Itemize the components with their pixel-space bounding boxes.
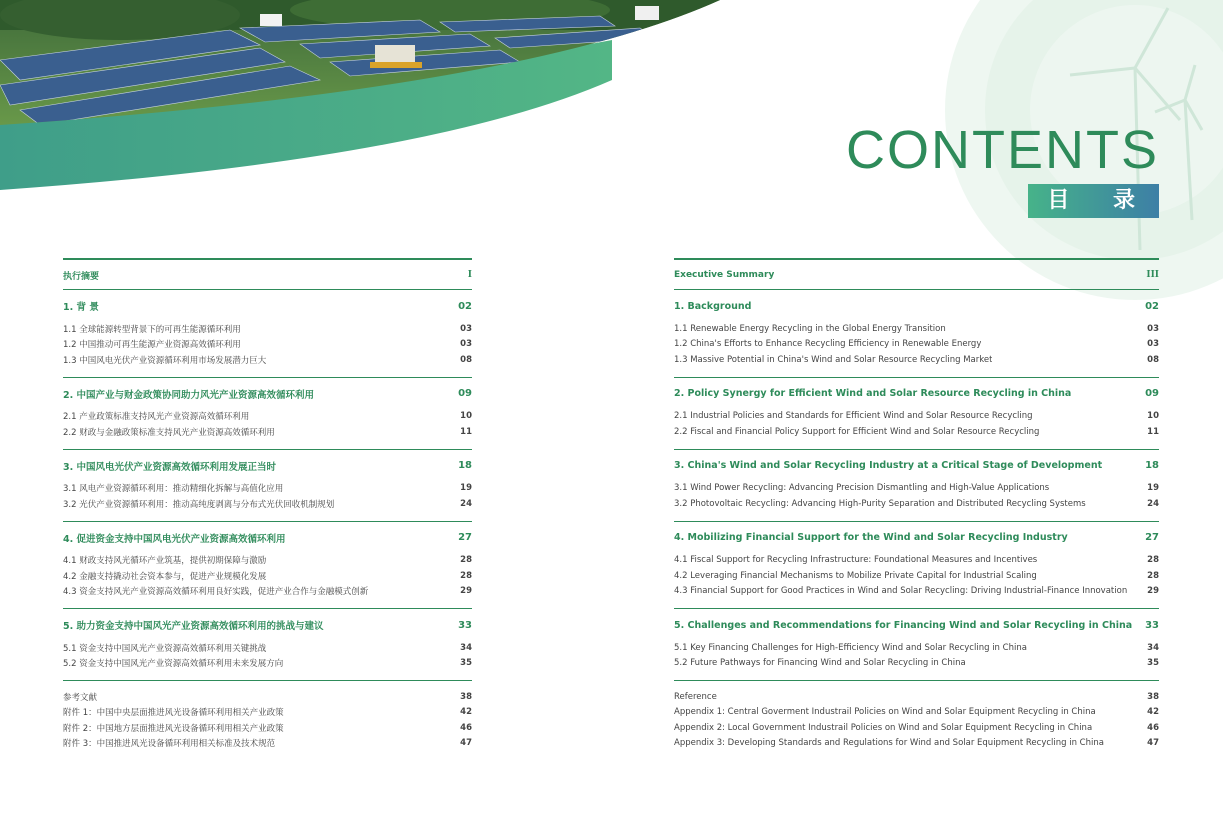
- toc-entry[interactable]: [674, 720, 1159, 736]
- toc-entry-label: 3.1 Wind Power Recycling: Advancing Precision Dismantling and High-Value Applications: [674, 483, 1050, 494]
- toc-heading-page: 18: [1145, 460, 1159, 471]
- toc-heading-label: 2. 中国产业与财金政策协同助力风光产业资源高效循环利用: [63, 389, 315, 401]
- toc-entry-label: Appendix 1: Central Goverment Industrail Policies on Wind and Solar Equipment Recycling in China: [674, 707, 1096, 718]
- toc-heading-page: 02: [458, 300, 472, 312]
- toc-entry-label: 1.1 全球能源转型背景下的可再生能源循环利用: [63, 324, 241, 335]
- toc-section-references: [63, 681, 472, 760]
- toc-entry-label: 1.1 Renewable Energy Recycling in the Global Energy Transition: [674, 323, 946, 334]
- toc-entry-page: 11: [1147, 426, 1159, 437]
- contents-subtitle-badge: 目 录: [1028, 184, 1159, 218]
- toc-entry[interactable]: [674, 321, 1159, 337]
- toc-entry-label: 5.2 资金支持中国风光产业资源高效循环利用未来发展方向: [63, 659, 284, 670]
- toc-section-2: [63, 378, 472, 450]
- toc-entry[interactable]: [63, 553, 472, 569]
- toc-section-4: [63, 522, 472, 610]
- toc-heading-label: 5. Challenges and Recommendations for Financing Wind and Solar Recycling in China: [674, 619, 1133, 631]
- toc-entry-label: 4.3 资金支持风光产业资源高效循环利用良好实践，促进产业合作与金融模式创新: [63, 587, 369, 598]
- toc-entry-label: 2.1 产业政策标准支持风光产业资源高效循环利用: [63, 412, 250, 423]
- toc-entry-label: Appendix 3: Developing Standards and Regulations for Wind and Solar Equipment Recycling in China: [674, 738, 1104, 749]
- toc-entry-page: 35: [460, 658, 472, 669]
- toc-entry-label: 4.2 金融支持撬动社会资本参与，促进产业规模化发展: [63, 571, 267, 582]
- toc-entry-page: 24: [460, 498, 472, 509]
- toc-section-heading[interactable]: [674, 529, 1159, 547]
- toc-entry[interactable]: [674, 656, 1159, 672]
- toc-entry-label: 3.2 Photovoltaic Recycling: Advancing High-Purity Separation and Distributed Recycling Systems: [674, 498, 1086, 509]
- toc-entry[interactable]: [63, 705, 472, 721]
- toc-entry[interactable]: [63, 720, 472, 736]
- toc-entry-page: 34: [1147, 642, 1159, 653]
- toc-entry-label: 4.2 Leveraging Financial Mechanisms to Mobilize Private Capital for Industrial Scaling: [674, 570, 1037, 581]
- toc-entry-page: 34: [460, 642, 472, 653]
- toc-entry-label: 1.2 中国推动可再生能源产业资源高效循环利用: [63, 340, 241, 351]
- toc-entry-label: 5.1 Key Financing Challenges for High-Efficiency Wind and Solar Recycling in China: [674, 642, 1027, 653]
- toc-entry[interactable]: [674, 424, 1159, 440]
- toc-heading-page: 09: [1145, 388, 1159, 399]
- toc-entry[interactable]: [674, 266, 1159, 284]
- toc-section-executive-summary: [63, 260, 472, 290]
- toc-entry[interactable]: [674, 689, 1159, 705]
- contents-title: CONTENTS: [846, 120, 1159, 180]
- toc-entry-label: 1.2 China's Efforts to Enhance Recycling Efficiency in Renewable Energy: [674, 339, 982, 350]
- toc-entry-page: 46: [460, 722, 472, 733]
- toc-entry[interactable]: [674, 409, 1159, 425]
- toc-section-heading[interactable]: [674, 616, 1159, 634]
- toc-entry-label: 5.2 Future Pathways for Financing Wind and Solar Recycling in China: [674, 658, 966, 669]
- toc-entry-page: 19: [1147, 483, 1159, 494]
- toc-section-heading[interactable]: [674, 385, 1159, 403]
- toc-entry-page: 11: [460, 426, 472, 437]
- toc-entry[interactable]: [63, 409, 472, 425]
- toc-section-heading[interactable]: [674, 297, 1159, 315]
- toc-heading-label: 1. Background: [674, 300, 752, 312]
- toc-entry-page: 29: [460, 586, 472, 597]
- toc-heading-page: 33: [458, 619, 472, 631]
- toc-heading-label: 4. 促进资金支持中国风电光伏产业资源高效循环利用: [63, 533, 286, 545]
- toc-section-references: [674, 681, 1159, 760]
- toc-entry-label: 参考文献: [63, 692, 98, 703]
- toc-entry-page: 46: [1147, 722, 1159, 733]
- toc-entry[interactable]: [63, 352, 472, 368]
- toc-entry[interactable]: [674, 496, 1159, 512]
- toc-entry[interactable]: [63, 640, 472, 656]
- toc-entry-label: 附件 2：中国地方层面推进风光设备循环利用相关产业政策: [63, 723, 284, 734]
- toc-section-heading[interactable]: [63, 529, 472, 547]
- toc-section-heading[interactable]: [63, 297, 472, 315]
- toc-entry-page: 38: [460, 691, 472, 702]
- toc-entry[interactable]: [674, 584, 1159, 600]
- toc-heading-label: 2. Policy Synergy for Efficient Wind and Solar Resource Recycling in China: [674, 388, 1072, 399]
- toc-entry-label: 1.3 中国风电光伏产业资源循环利用市场发展潜力巨大: [63, 355, 267, 366]
- toc-entry-label: 2.2 财政与金融政策标准支持风光产业资源高效循环利用: [63, 427, 275, 438]
- toc-entry-page: 47: [1147, 738, 1159, 749]
- toc-entry-label: 附件 3：中国推进风光设备循环利用相关标准及技术规范: [63, 739, 276, 750]
- toc-heading-label: 5. 助力资金支持中国风光产业资源高效循环利用的挑战与建议: [63, 621, 324, 632]
- toc-entry-page: 47: [460, 738, 472, 749]
- toc-entry-label: Reference: [674, 691, 717, 702]
- toc-heading-page: 27: [458, 532, 472, 543]
- toc-entry-label: 1.3 Massive Potential in China's Wind and Solar Resource Recycling Market: [674, 354, 993, 365]
- toc-entry-page: 28: [460, 555, 472, 566]
- toc-entry-page: I: [467, 270, 472, 280]
- toc-entry-page: 29: [1147, 586, 1159, 597]
- toc-heading-page: 09: [458, 388, 472, 399]
- toc-heading-page: 33: [1145, 619, 1159, 631]
- toc-entry-page: 03: [1147, 323, 1159, 334]
- toc-section-2: [674, 378, 1159, 450]
- toc-section-3: [674, 450, 1159, 522]
- toc-entry-page: 42: [1147, 707, 1159, 718]
- toc-entry-page: 24: [1147, 498, 1159, 509]
- toc-section-executive-summary: [674, 260, 1159, 290]
- toc-heading-page: 18: [458, 460, 472, 471]
- toc-entry-label: 3.1 风电产业资源循环利用：推动精细化拆解与高值化应用: [63, 484, 284, 495]
- toc-entry[interactable]: [674, 736, 1159, 752]
- toc-entry[interactable]: [674, 568, 1159, 584]
- toc-entry-label: 2.2 Fiscal and Financial Policy Support for Efficient Wind and Solar Resource Recycling: [674, 426, 1040, 437]
- toc-entry[interactable]: [63, 424, 472, 440]
- toc-entry-label: 5.1 资金支持中国风光产业资源高效循环利用关键挑战: [63, 643, 267, 654]
- toc-entry-page: 08: [1147, 354, 1159, 365]
- toc-section-1: [63, 290, 472, 378]
- toc-entry-page: 28: [1147, 555, 1159, 566]
- toc-entry[interactable]: [63, 736, 472, 752]
- toc-entry-page: 03: [460, 339, 472, 350]
- toc-section-5: [63, 609, 472, 681]
- toc-entry[interactable]: [63, 656, 472, 672]
- toc-chinese: [63, 258, 472, 760]
- toc-entry[interactable]: [63, 337, 472, 353]
- toc-entry-label: Appendix 2: Local Government Industrail Policies on Wind and Solar Equipment Recycling in China: [674, 722, 1093, 733]
- toc-entry[interactable]: [674, 553, 1159, 569]
- toc-entry[interactable]: [674, 481, 1159, 497]
- toc-entry[interactable]: [63, 321, 472, 337]
- toc-entry[interactable]: [674, 705, 1159, 721]
- toc-heading-label: 4. Mobilizing Financial Support for the Wind and Solar Recycling Industry: [674, 532, 1068, 543]
- toc-entry-page: 08: [460, 354, 472, 365]
- toc-entry[interactable]: [63, 689, 472, 705]
- toc-entry[interactable]: [63, 496, 472, 512]
- toc-entry-page: 10: [460, 411, 472, 422]
- toc-entry-label: 4.1 Fiscal Support for Recycling Infrastructure: Foundational Measures and Incentives: [674, 555, 1038, 566]
- solar-farm-banner-image: [0, 0, 720, 200]
- toc-section-3: [63, 450, 472, 522]
- toc-entry-page: 19: [460, 483, 472, 494]
- toc-entry[interactable]: [674, 640, 1159, 656]
- toc-entry-page: 03: [1147, 339, 1159, 350]
- toc-entry[interactable]: [674, 352, 1159, 368]
- toc-entry-label: 3.2 光伏产业资源循环利用：推动高纯度剥离与分布式光伏回收机制规划: [63, 499, 335, 510]
- toc-heading-label: 3. China's Wind and Solar Recycling Industry at a Critical Stage of Development: [674, 460, 1103, 471]
- toc-entry-page: 10: [1147, 411, 1159, 422]
- toc-entry-label: 执行摘要: [63, 271, 100, 282]
- toc-section-4: [674, 522, 1159, 610]
- toc-entry[interactable]: [674, 337, 1159, 353]
- toc-entry-label: 4.1 财政支持风光循环产业筑基，提供初期保障与激励: [63, 556, 267, 567]
- toc-entry-page: 28: [1147, 570, 1159, 581]
- toc-entry-page: 03: [460, 323, 472, 334]
- toc-heading-page: 27: [1145, 532, 1159, 543]
- toc-heading-label: 1. 背 景: [63, 302, 99, 313]
- toc-section-heading[interactable]: [63, 385, 472, 403]
- toc-entry-label: Executive Summary: [674, 270, 775, 280]
- toc-section-1: [674, 290, 1159, 378]
- toc-entry-label: 附件 1：中国中央层面推进风光设备循环利用相关产业政策: [63, 708, 284, 719]
- toc-english: [674, 258, 1159, 760]
- toc-entry-page: 28: [460, 570, 472, 581]
- toc-entry[interactable]: [63, 584, 472, 600]
- toc-entry[interactable]: [63, 568, 472, 584]
- toc-entry[interactable]: [63, 481, 472, 497]
- toc-entry-page: 42: [460, 707, 472, 718]
- toc-heading-label: 3. 中国风电光伏产业资源高效循环利用发展正当时: [63, 461, 277, 473]
- toc-entry-page: 35: [1147, 658, 1159, 669]
- toc-heading-page: 02: [1145, 300, 1159, 312]
- toc-section-heading[interactable]: [63, 457, 472, 475]
- toc-entry-label: 4.3 Financial Support for Good Practices in Wind and Solar Recycling: Driving Industrial-Finance Innovation: [674, 586, 1128, 597]
- toc-section-heading[interactable]: [674, 457, 1159, 475]
- toc-entry-page: III: [1146, 270, 1159, 280]
- toc-section-heading[interactable]: [63, 616, 472, 634]
- toc-entry-page: 38: [1147, 691, 1159, 702]
- toc-entry-label: 2.1 Industrial Policies and Standards for Efficient Wind and Solar Resource Recycling: [674, 411, 1033, 422]
- toc-section-5: [674, 609, 1159, 681]
- toc-entry[interactable]: [63, 266, 472, 284]
